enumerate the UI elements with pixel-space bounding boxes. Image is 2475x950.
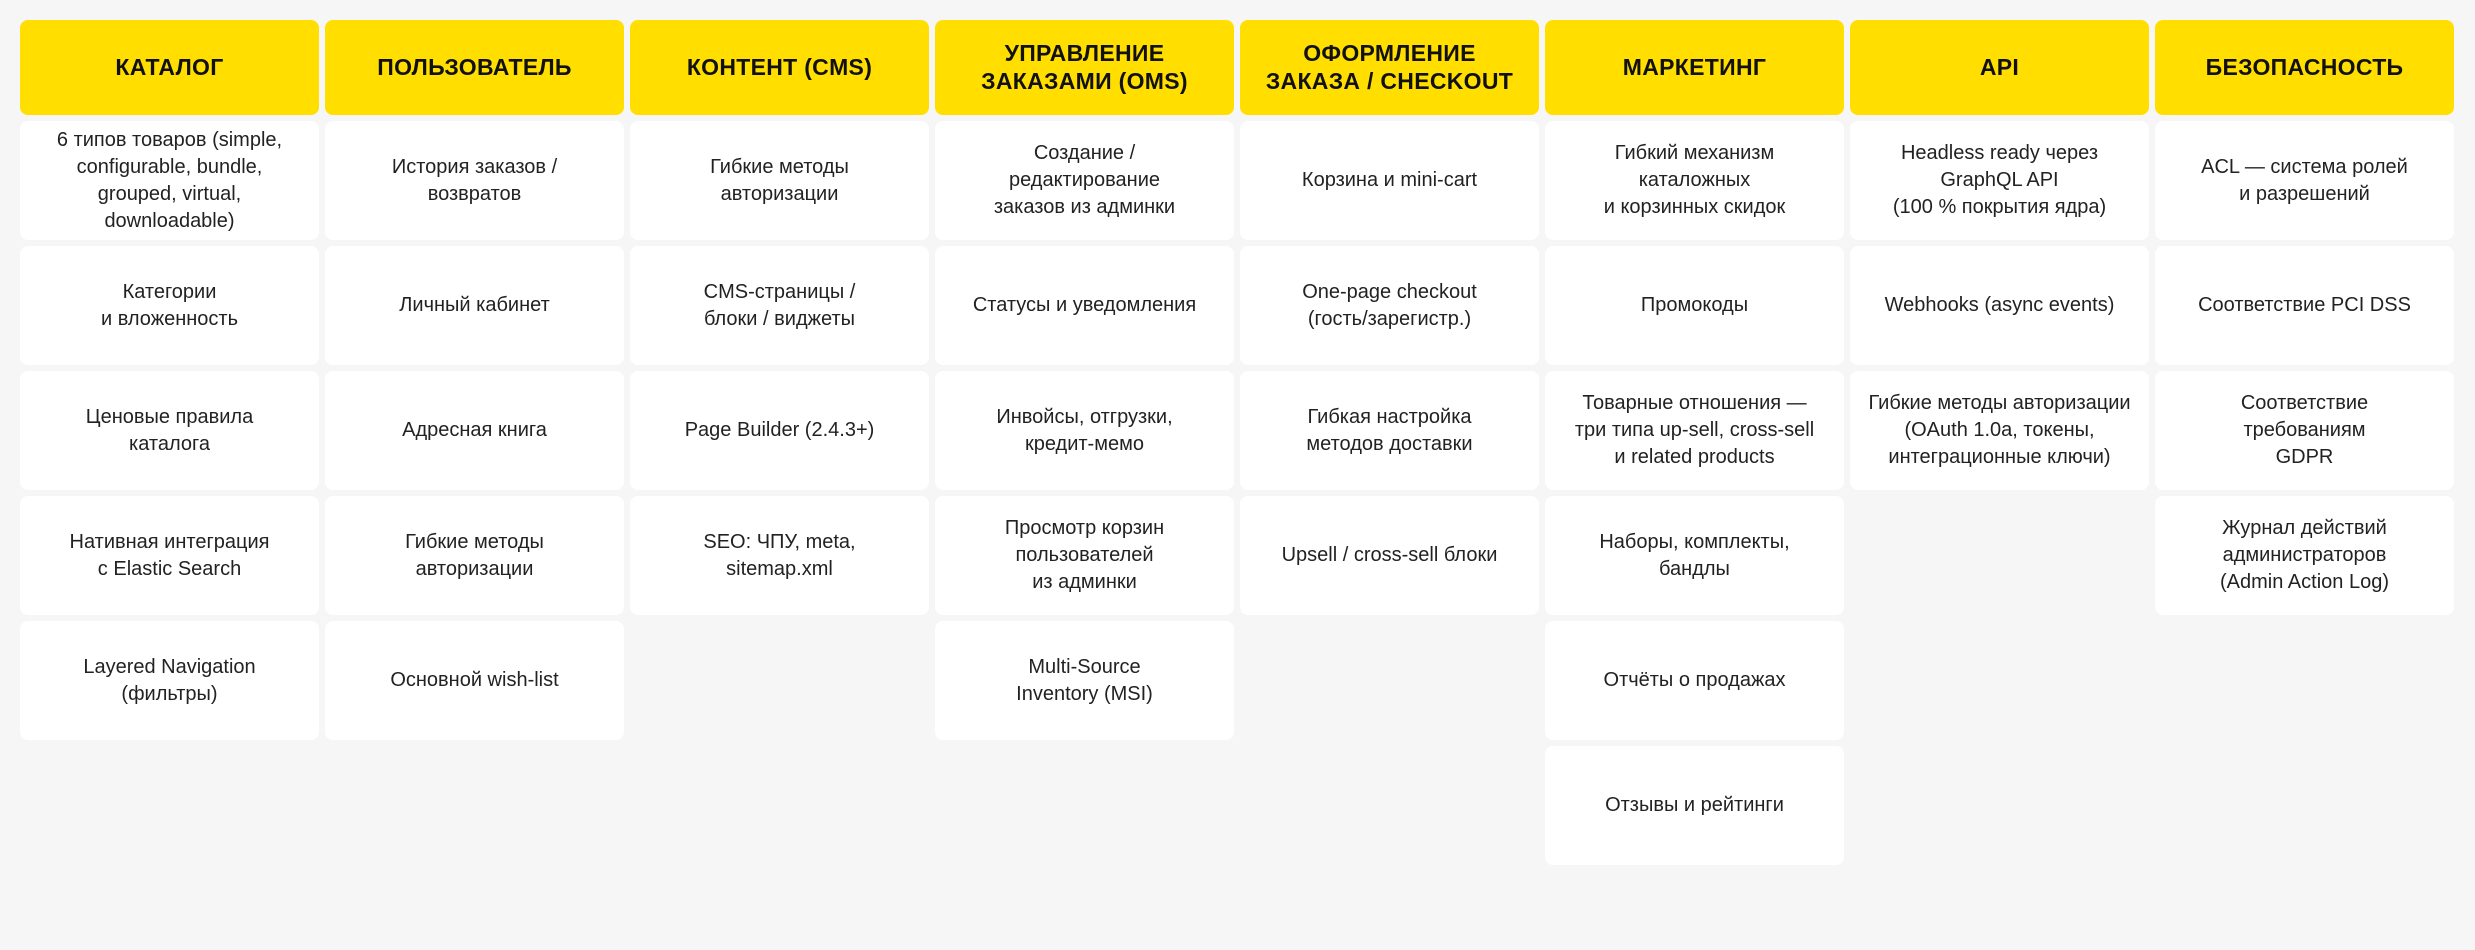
column-header: ПОЛЬЗОВАТЕЛЬ bbox=[325, 20, 624, 115]
feature-card: Основной wish-list bbox=[325, 621, 624, 740]
feature-card: Инвойсы, отгрузки, кредит-мемо bbox=[935, 371, 1234, 490]
feature-card: SEO: ЧПУ, meta, sitemap.xml bbox=[630, 496, 929, 615]
feature-card: Категории и вложенность bbox=[20, 246, 319, 365]
column-marketing bbox=[1545, 20, 1844, 865]
feature-card: Гибкая настройка методов доставки bbox=[1240, 371, 1539, 490]
feature-card: CMS-страницы / блоки / виджеты bbox=[630, 246, 929, 365]
feature-card: История заказов / возвратов bbox=[325, 121, 624, 240]
feature-card: Просмотр корзин пользователей из админки bbox=[935, 496, 1234, 615]
column-cms bbox=[630, 20, 929, 615]
column-user bbox=[325, 20, 624, 740]
column-header: БЕЗОПАСНОСТЬ bbox=[2155, 20, 2454, 115]
column-security bbox=[2155, 20, 2454, 615]
feature-card: Гибкие методы авторизации bbox=[630, 121, 929, 240]
feature-card: Журнал действий администраторов (Admin Action Log) bbox=[2155, 496, 2454, 615]
feature-card: ACL — система ролей и разрешений bbox=[2155, 121, 2454, 240]
feature-card: Multi-Source Inventory (MSI) bbox=[935, 621, 1234, 740]
feature-card: Адресная книга bbox=[325, 371, 624, 490]
column-checkout bbox=[1240, 20, 1539, 615]
column-header: КАТАЛОГ bbox=[20, 20, 319, 115]
feature-card: Статусы и уведомления bbox=[935, 246, 1234, 365]
column-header: КОНТЕНТ (CMS) bbox=[630, 20, 929, 115]
feature-card: Наборы, комплекты, бандлы bbox=[1545, 496, 1844, 615]
column-catalog bbox=[20, 20, 319, 740]
feature-card: Корзина и mini-cart bbox=[1240, 121, 1539, 240]
feature-card: Ценовые правила каталога bbox=[20, 371, 319, 490]
feature-card: Upsell / cross-sell блоки bbox=[1240, 496, 1539, 615]
feature-card: Webhooks (async events) bbox=[1850, 246, 2149, 365]
feature-card: Гибкий механизм каталожных и корзинных скидок bbox=[1545, 121, 1844, 240]
feature-card: Личный кабинет bbox=[325, 246, 624, 365]
column-header: УПРАВЛЕНИЕ ЗАКАЗАМИ (OMS) bbox=[935, 20, 1234, 115]
feature-board bbox=[20, 20, 2454, 865]
feature-card: Layered Navigation (фильтры) bbox=[20, 621, 319, 740]
feature-card: Соответствие PCI DSS bbox=[2155, 246, 2454, 365]
feature-card: Headless ready через GraphQL API (100 % покрытия ядра) bbox=[1850, 121, 2149, 240]
feature-card: Нативная интеграция с Elastic Search bbox=[20, 496, 319, 615]
feature-card: Создание / редактирование заказов из админки bbox=[935, 121, 1234, 240]
feature-card: 6 типов товаров (simple, configurable, bundle, grouped, virtual, downloadable) bbox=[20, 121, 319, 240]
column-header: ОФОРМЛЕНИЕ ЗАКАЗА / CHECKOUT bbox=[1240, 20, 1539, 115]
column-api bbox=[1850, 20, 2149, 490]
feature-card: Соответствие требованиям GDPR bbox=[2155, 371, 2454, 490]
feature-card: Page Builder (2.4.3+) bbox=[630, 371, 929, 490]
feature-card: Гибкие методы авторизации (OAuth 1.0a, токены, интеграционные ключи) bbox=[1850, 371, 2149, 490]
feature-card: Товарные отношения — три типа up-sell, cross-sell и related products bbox=[1545, 371, 1844, 490]
column-header: API bbox=[1850, 20, 2149, 115]
feature-card: Отчёты о продажах bbox=[1545, 621, 1844, 740]
column-header: МАРКЕТИНГ bbox=[1545, 20, 1844, 115]
feature-card: Гибкие методы авторизации bbox=[325, 496, 624, 615]
feature-card: One-page checkout (гость/зарегистр.) bbox=[1240, 246, 1539, 365]
column-oms bbox=[935, 20, 1234, 740]
feature-card: Промокоды bbox=[1545, 246, 1844, 365]
feature-card: Отзывы и рейтинги bbox=[1545, 746, 1844, 865]
